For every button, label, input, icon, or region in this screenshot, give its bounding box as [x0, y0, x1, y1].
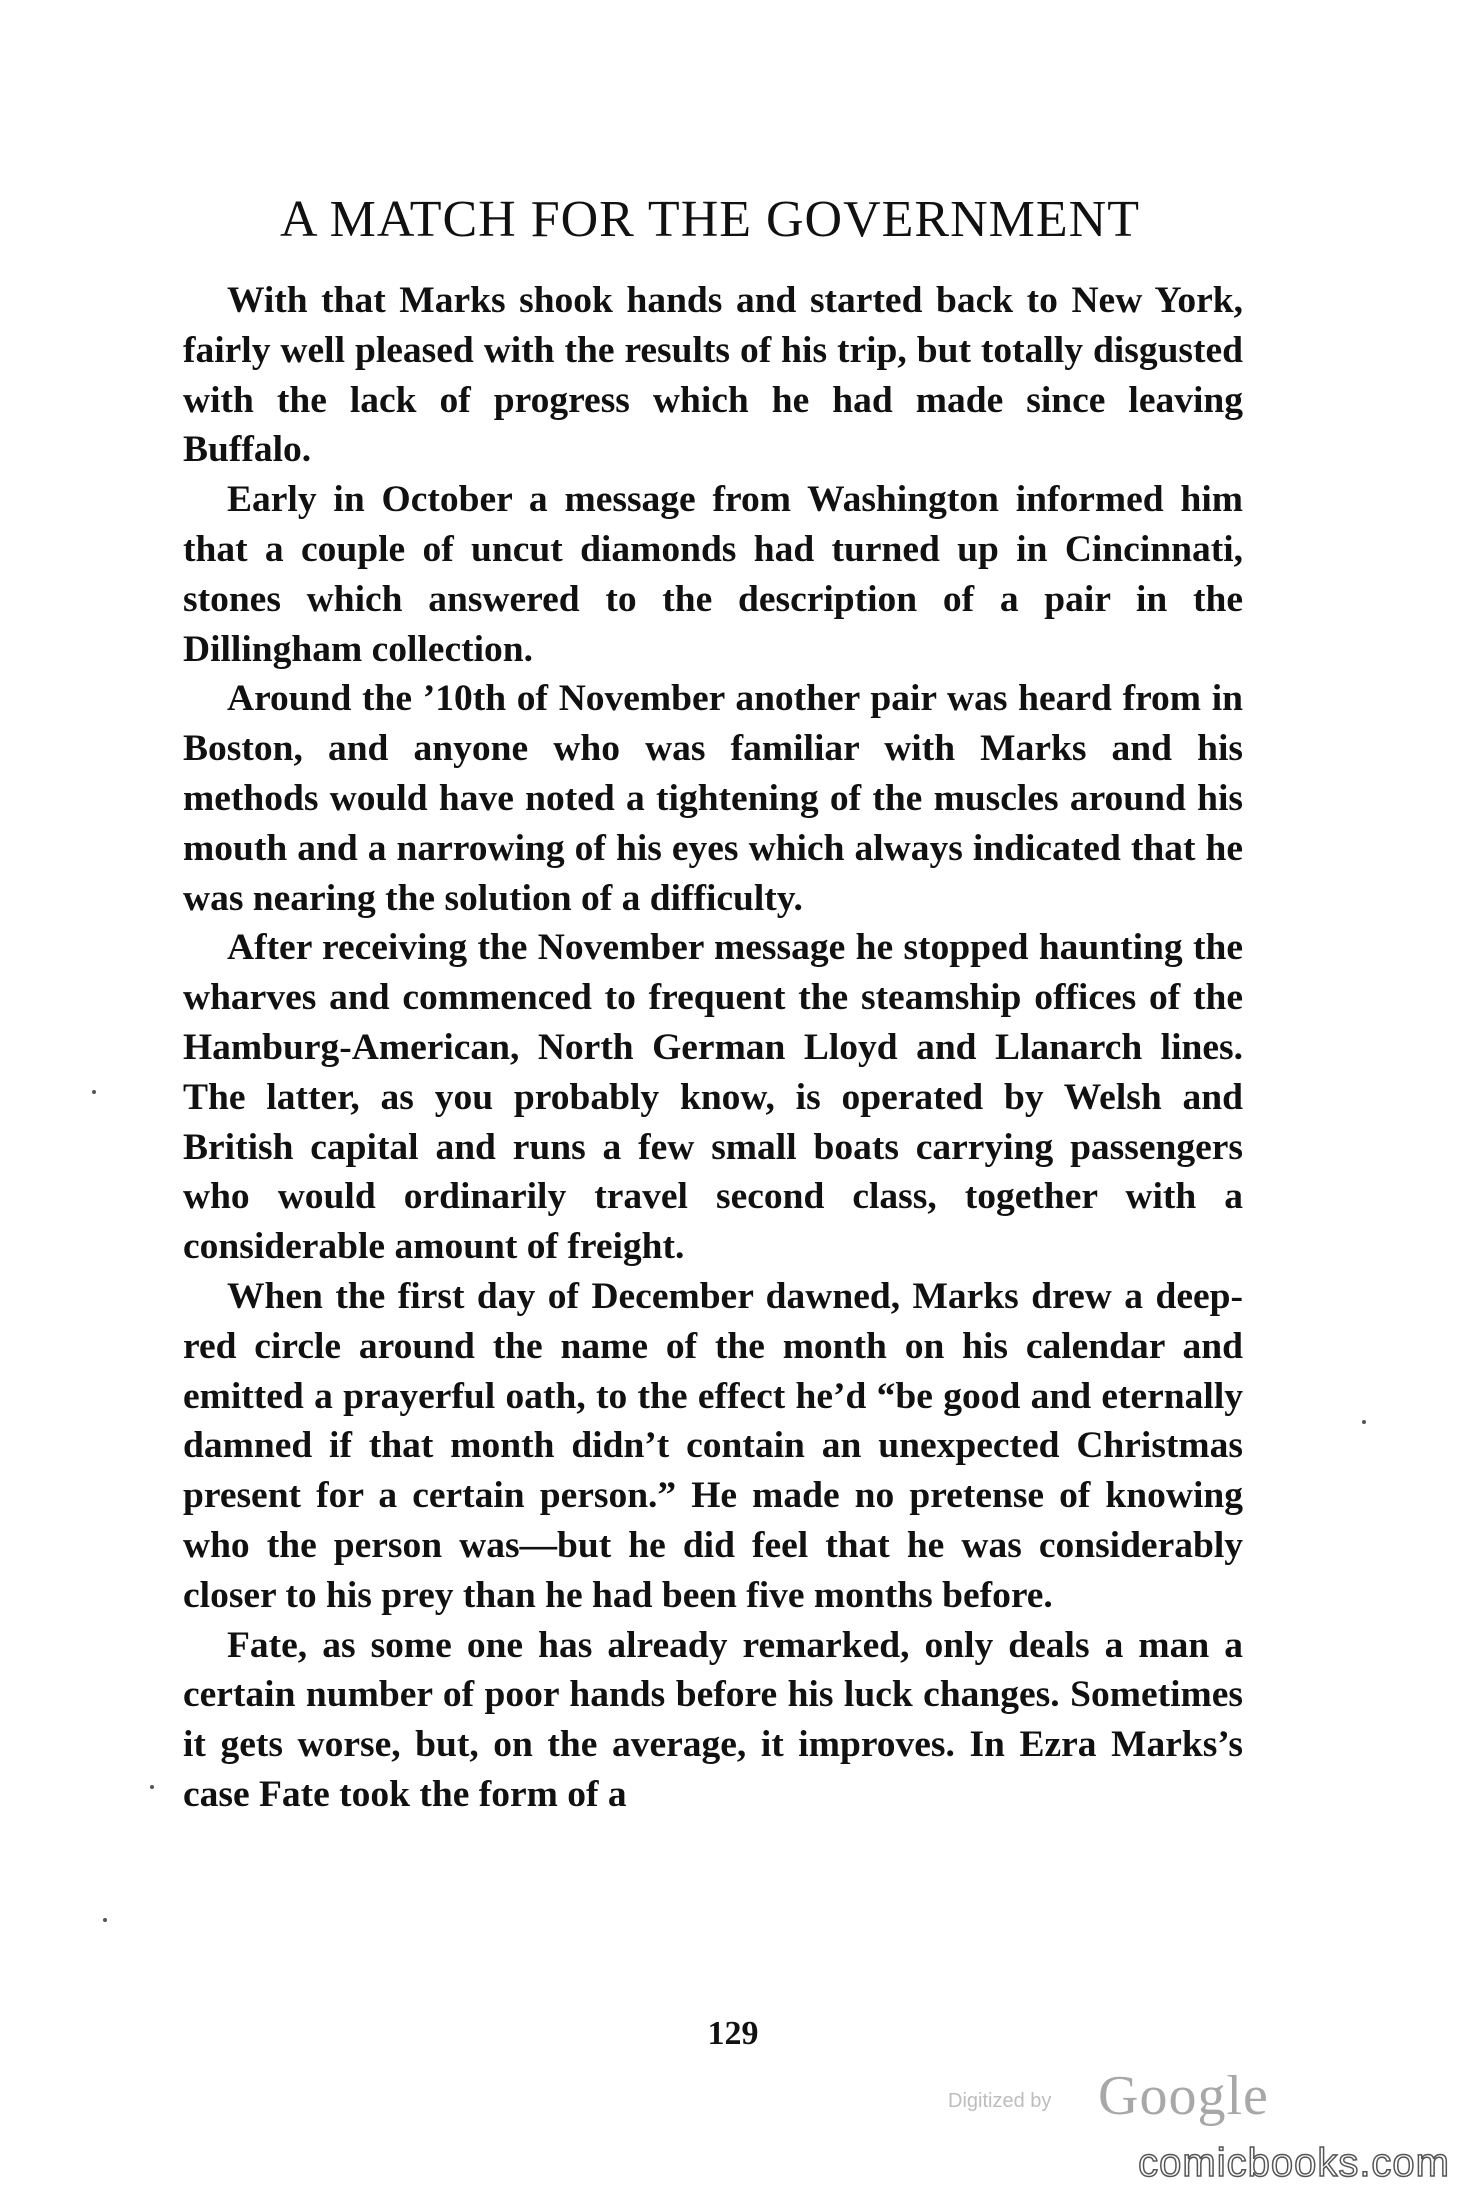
paragraph-6: Fate, as some one has already remarked, only deals a man a certain number of poor hands before his luck changes. Sometimes it gets worse, but, on the average, it improves. In Ezra Marks’s case Fate took the form of a: [183, 1624, 1243, 1815]
page-number: 129: [707, 2015, 759, 2052]
google-logo-text: Google: [1098, 2065, 1269, 2127]
digitized-by-google-mark: [948, 2060, 1268, 2130]
scan-speck: [92, 1090, 96, 1094]
digitized-by-text: Digitized by: [948, 2090, 1052, 2112]
paragraph-4: After receiving the November message he stopped haunting the wharves and commenced to frequent the steamship offices of the Hamburg-American, North German Lloyd and Llanarch lines. The latter, as you probably know, is operated by Welsh and British capital and runs a few small boats carrying passengers who would ordinarily travel second class, together with a considerable amount of freight.: [183, 927, 1243, 1268]
scan-speck: [150, 1785, 154, 1789]
paragraph-3: Around the ’10th of November another pair was heard from in Boston, and anyone who was familiar with Marks and his methods would have noted a tightening of the muscles around his mouth and a narrowing of his eyes which always indicated that he was nearing the solution of a difficulty.: [183, 678, 1243, 919]
body-text: [183, 276, 1243, 1820]
scan-speck: [1362, 1420, 1366, 1424]
paragraph-2: Early in October a message from Washington informed him that a couple of uncut diamonds had turned up in Cincinnati, stones which answered to the description of a pair in the Dillingham collection.: [183, 479, 1243, 670]
running-head: A MATCH FOR THE GOVERNMENT: [280, 191, 1140, 248]
paragraph-1: With that Marks shook hands and started back to New York, fairly well pleased with the results of his trip, but totally disgusted with the lack of progress which he had made since leaving Buffalo.: [183, 280, 1243, 471]
paragraph-5: When the first day of December dawned, Marks drew a deep-red circle around the name of the month on his calendar and emitted a prayerful oath, to the effect he’d “be good and eternally damned if that month didn’t contain an unexpected Christmas present for a certain person.” He made no pretense of knowing who the person was—but he did feel that he was considerably closer to his prey than he had been five months before.: [183, 1275, 1243, 1616]
site-watermark: comicbooks.com: [1138, 2141, 1450, 2185]
scan-speck: [103, 1918, 107, 1922]
